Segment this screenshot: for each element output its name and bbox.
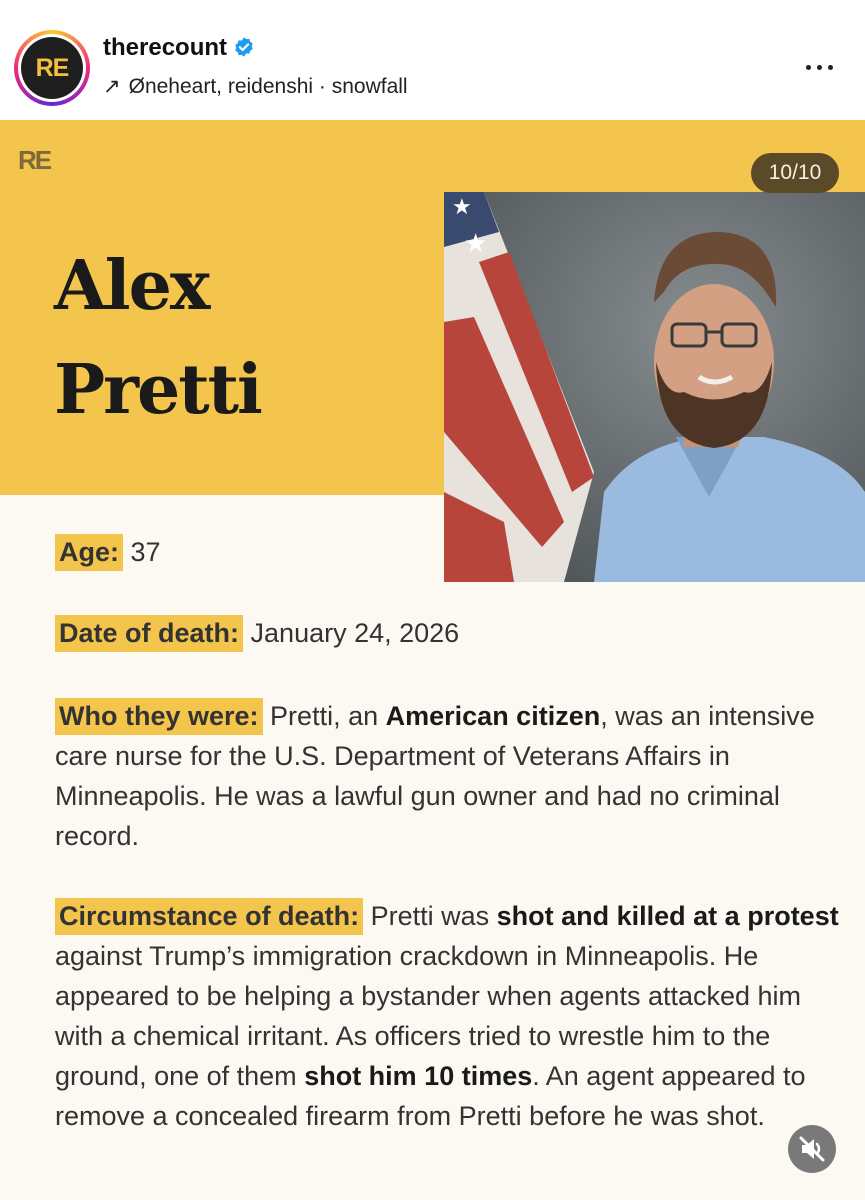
avatar[interactable] — [14, 30, 90, 106]
age-row — [55, 537, 161, 568]
audio-text: Øneheart, reidenshi · snowfall — [128, 75, 408, 98]
circumstance-bold: shot and killed at a protest — [496, 901, 839, 931]
arrow-up-right-icon: ↗ — [103, 75, 121, 98]
username[interactable]: therecount — [103, 34, 228, 61]
circumstance-bold-2: shot him 10 times — [304, 1061, 533, 1091]
speaker-muted-icon — [788, 1125, 836, 1173]
more-dot-icon — [828, 65, 833, 70]
date-label: Date of death: — [55, 615, 243, 652]
username-row[interactable] — [103, 34, 255, 62]
carousel-slide[interactable] — [0, 120, 865, 1200]
who-text: Pretti, an — [270, 701, 379, 731]
circumstance-label: Circumstance of death: — [55, 898, 363, 935]
circumstance-paragraph — [55, 896, 855, 1136]
age-label: Age: — [55, 534, 123, 571]
last-name: Pretti — [54, 350, 261, 430]
first-name: Alex — [54, 246, 209, 326]
circumstance-text-3: . An agent appeared to remove a concealed firearm from Pretti before he was shot. — [55, 1061, 806, 1131]
date-value: January 24, 2026 — [250, 618, 460, 648]
more-dot-icon — [806, 65, 811, 70]
slide-counter: 10/10 — [751, 153, 839, 193]
portrait-photo — [444, 192, 865, 582]
date-row — [55, 618, 459, 649]
who-text-rest: , was an intensive care nurse for the U.S. Department of Veterans Affairs in Minneapolis. He was a lawful gun owner and had no criminal record. — [55, 701, 815, 851]
slide-logo: RE — [18, 145, 51, 175]
audio-attribution[interactable] — [103, 74, 408, 99]
circumstance-text-2: against Trump’s immigration crackdown in Minneapolis. He appeared to be helping a bystander when agents attacked him with a chemical irritant. As officers tried to wrestle him to the ground, one of them — [55, 941, 802, 1091]
more-options-button[interactable] — [800, 56, 840, 80]
post-header — [0, 0, 865, 120]
who-label: Who they were: — [55, 698, 263, 735]
verified-badge-icon — [233, 36, 255, 58]
age-value: 37 — [130, 537, 161, 567]
avatar-logo: RE — [21, 37, 83, 99]
who-bold: American citizen — [385, 701, 601, 731]
mute-button[interactable] — [788, 1125, 836, 1173]
svg-text:★: ★ — [464, 228, 488, 258]
svg-text:★: ★ — [452, 194, 472, 219]
portrait-illustration — [444, 192, 865, 582]
circumstance-text: Pretti was — [370, 901, 490, 931]
who-paragraph — [55, 696, 855, 856]
more-dot-icon — [817, 65, 822, 70]
